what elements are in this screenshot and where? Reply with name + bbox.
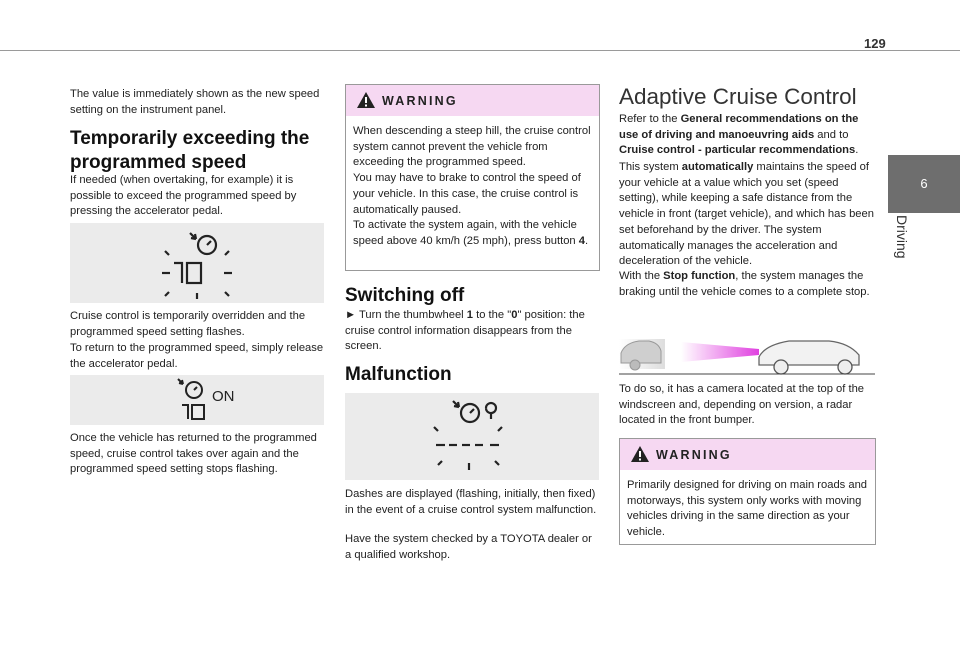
resume-display-illustration — [70, 375, 324, 425]
acc-p3-a: With the — [619, 270, 664, 282]
warning-box-acc — [619, 438, 876, 545]
override-text-2: To return to the programmed speed, simply release the accelerator pedal. — [70, 342, 324, 370]
intro-text: The value is immediately shown as the new speed setting on the instrument panel. — [70, 88, 320, 116]
switch-text-e: " position: the cruise control information disappears from the screen. — [345, 309, 585, 353]
acc-para-3 — [619, 269, 875, 300]
malfunction-text-1: Dashes are displayed (flashing, initially, then fixed) in the event of a cruise control system malfunction. — [345, 488, 597, 516]
malfunction-display-illustration — [345, 393, 599, 480]
heading-line-1: Temporarily exceeding the — [70, 128, 310, 149]
stop-function-term: Stop function — [663, 270, 736, 282]
warning-para-3 — [353, 218, 592, 249]
switch-text-c: to the " — [473, 309, 512, 321]
malfunction-text-2: Have the system checked by a TOYOTA dealer or a qualified workshop. — [345, 533, 592, 561]
warning-body-acc — [620, 470, 875, 541]
acc-p2-bold: automatically — [681, 161, 754, 173]
acc-p1-a: Refer to the — [619, 113, 681, 125]
acc-p1-c: and to — [814, 128, 849, 141]
heading-line-2: programmed speed — [70, 152, 247, 173]
warning-header — [346, 85, 599, 116]
warning-triangle-icon — [356, 91, 376, 109]
warning-title: WARNING — [382, 94, 458, 108]
page-number: 129 — [864, 36, 886, 51]
warning-para-2: You may have to brake to control the speed of your vehicle. In this case, the cruise control is automatically paused. — [353, 172, 581, 216]
acc-para-4: To do so, it has a camera located at the top of the windscreen and, depending on version, a radar located in the front bumper. — [619, 383, 865, 427]
section-heading-adaptive-cruise: Adaptive Cruise Control — [619, 84, 857, 109]
warning-triangle-icon — [630, 445, 650, 463]
speedometer-on-icon — [70, 375, 324, 425]
button-number: 4 — [578, 234, 585, 247]
warning-acc-para: Primarily designed for driving on main roads and motorways, this system only works with moving vehicles driving in the same direction as your vehicle. — [627, 479, 868, 539]
header-rule — [0, 50, 960, 51]
chapter-label-text: Driving — [894, 215, 910, 259]
acc-p3-c: , the system manages the braking until the vehicle comes to a complete stop. — [619, 270, 870, 298]
section-heading-malfunction: Malfunction — [345, 364, 452, 385]
link-general-recommendations[interactable]: General recommendations on the use of driving and manoeuvring aids — [619, 113, 859, 141]
speedometer-dashes-icon — [345, 393, 599, 480]
section-heading-exceeding — [70, 127, 330, 175]
acc-para-1 — [619, 112, 875, 159]
resume-text: Once the vehicle has returned to the programmed speed, cruise control takes over again and the programmed speed setting stops flashing. — [70, 432, 317, 476]
switch-text-a: ► Turn the thumbwheel — [345, 309, 467, 321]
link-cruise-recommendations[interactable]: Cruise control - particular recommendations — [619, 144, 856, 157]
acc-p2-c: maintains the speed of your vehicle at a value which you set (speed setting), while keeping a safe distance from the vehicle in front (target vehicle), and which has been set beforehand by the driver. The system automatically manages the acceleration and deceleration of the vehicle. — [619, 161, 874, 268]
thumbwheel-number: 1 — [466, 309, 474, 321]
override-display-illustration — [70, 223, 324, 303]
warning-para-1: When descending a steep hill, the cruise control system cannot prevent the vehicle from exceeding the programmed speed. — [353, 125, 591, 169]
warning-title-acc: WARNING — [656, 448, 732, 462]
switching-off-text — [345, 308, 600, 355]
acc-para-2 — [619, 160, 875, 270]
warning-body — [346, 116, 599, 250]
warning-para-3-end: . — [584, 234, 589, 247]
on-label: ON — [212, 388, 235, 405]
override-text-1: Cruise control is temporarily overridden and the programmed speed setting flashes. — [70, 310, 306, 338]
section-heading-switching-off: Switching off — [345, 285, 465, 306]
warning-header-acc — [620, 439, 875, 470]
speedometer-flashing-icon — [70, 223, 324, 303]
position-zero: 0 — [511, 309, 518, 321]
acc-p2-a: This system — [619, 161, 682, 173]
warning-para-3-text: To activate the system again, with the vehicle speed above 40 km/h (25 mph), press button — [353, 219, 579, 247]
car-radar-icon — [619, 335, 875, 375]
exceeding-text: If needed (when overtaking, for example) it is possible to exceed the programmed speed by pressing the accelerator pedal. — [70, 174, 297, 218]
acc-p1-e: . — [855, 144, 859, 157]
chapter-label — [892, 215, 912, 275]
acc-radar-illustration — [619, 335, 875, 375]
chapter-tab[interactable]: 6 — [888, 155, 960, 213]
warning-box-cruise — [345, 84, 600, 271]
